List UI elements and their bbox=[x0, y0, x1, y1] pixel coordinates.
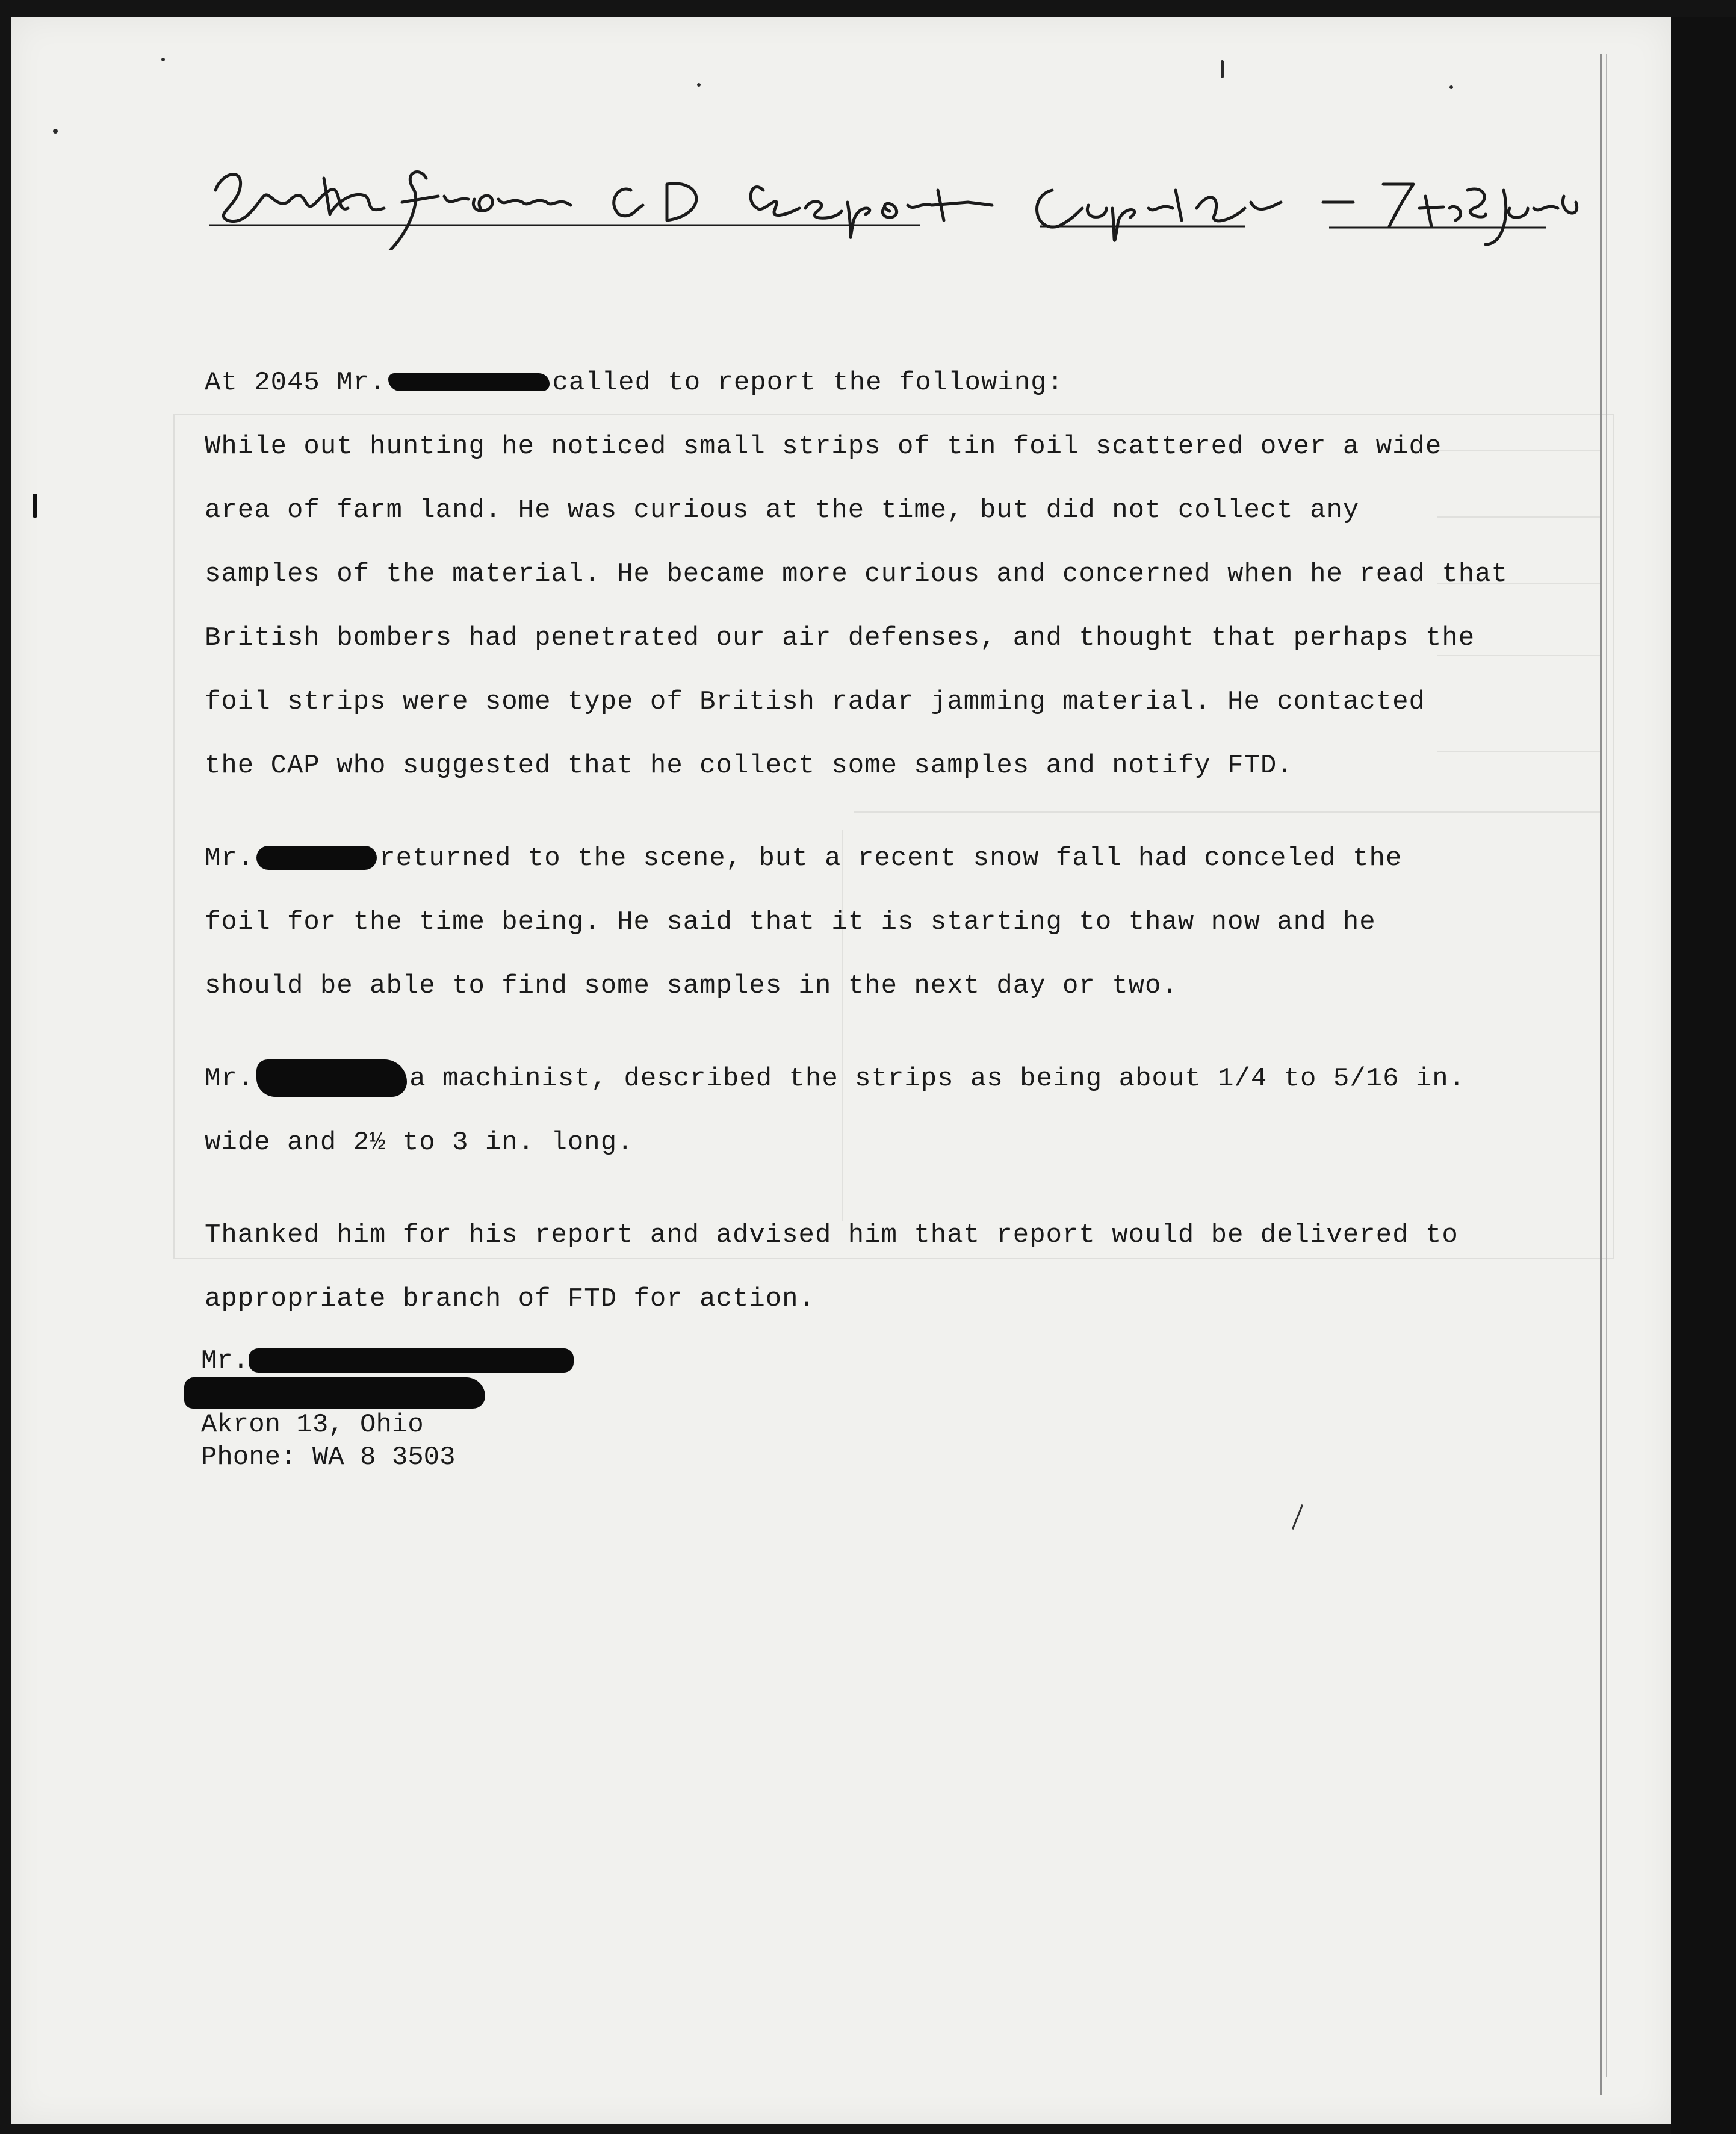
speck bbox=[53, 129, 58, 134]
speck bbox=[697, 83, 701, 87]
address-prefix: Mr. bbox=[201, 1346, 249, 1376]
report-line: the CAP who suggested that he collect some samples and notify FTD. bbox=[205, 751, 1294, 781]
film-border bbox=[1671, 17, 1736, 2134]
redaction bbox=[388, 373, 550, 391]
address-name-line bbox=[201, 1345, 574, 1377]
report-line: should be able to find some samples in the next day or two. bbox=[205, 971, 1178, 1001]
report-text: Mr. bbox=[205, 1064, 255, 1094]
report-text: returned to the scene, but a recent snow fall had conceled the bbox=[379, 843, 1403, 873]
address-city: Akron 13, Ohio bbox=[201, 1410, 424, 1440]
report-line: wide and 2½ to 3 in. long. bbox=[205, 1127, 634, 1158]
report-line bbox=[205, 1057, 1565, 1121]
margin-mark bbox=[33, 494, 37, 518]
report-body bbox=[205, 361, 1565, 1341]
address-block bbox=[201, 1345, 574, 1474]
report-line: appropriate branch of FTD for action. bbox=[205, 1284, 815, 1314]
handwritten-title-text bbox=[209, 154, 210, 155]
report-line: samples of the material. He became more curious and concerned when he read that bbox=[205, 559, 1508, 589]
redaction bbox=[256, 846, 377, 870]
handwritten-title-drawing bbox=[209, 154, 1594, 250]
report-text: a machinist, described the strips as being about 1/4 to 5/16 in. bbox=[409, 1064, 1466, 1094]
report-line: area of farm land. He was curious at the time, but did not collect any bbox=[205, 495, 1360, 526]
address-phone: Phone: WA 8 3503 bbox=[201, 1442, 456, 1472]
report-line bbox=[205, 837, 1565, 901]
report-line: While out hunting he noticed small strips of tin foil scattered over a wide bbox=[205, 432, 1442, 462]
pen-tick bbox=[1292, 1504, 1303, 1530]
report-line bbox=[205, 361, 1565, 425]
sheet-edge bbox=[1606, 54, 1607, 2077]
speck bbox=[1449, 85, 1453, 89]
paper-sheet bbox=[11, 17, 1671, 2124]
report-text: called to report the following: bbox=[552, 368, 1064, 398]
sheet-edge bbox=[1600, 54, 1602, 2095]
redaction bbox=[249, 1348, 574, 1373]
report-line: Thanked him for his report and advised him that report would be delivered to bbox=[205, 1220, 1459, 1250]
report-line: foil strips were some type of British radar jamming material. He contacted bbox=[205, 687, 1425, 717]
report-line: foil for the time being. He said that it is starting to thaw now and he bbox=[205, 907, 1376, 937]
speck bbox=[161, 58, 165, 61]
redaction bbox=[184, 1377, 485, 1409]
handwritten-title bbox=[209, 154, 1594, 250]
report-line: British bombers had penetrated our air defenses, and thought that perhaps the bbox=[205, 623, 1475, 653]
speck bbox=[1221, 60, 1224, 78]
redaction bbox=[256, 1059, 407, 1097]
report-text: At 2045 Mr. bbox=[205, 368, 386, 398]
report-text: Mr. bbox=[205, 843, 255, 873]
